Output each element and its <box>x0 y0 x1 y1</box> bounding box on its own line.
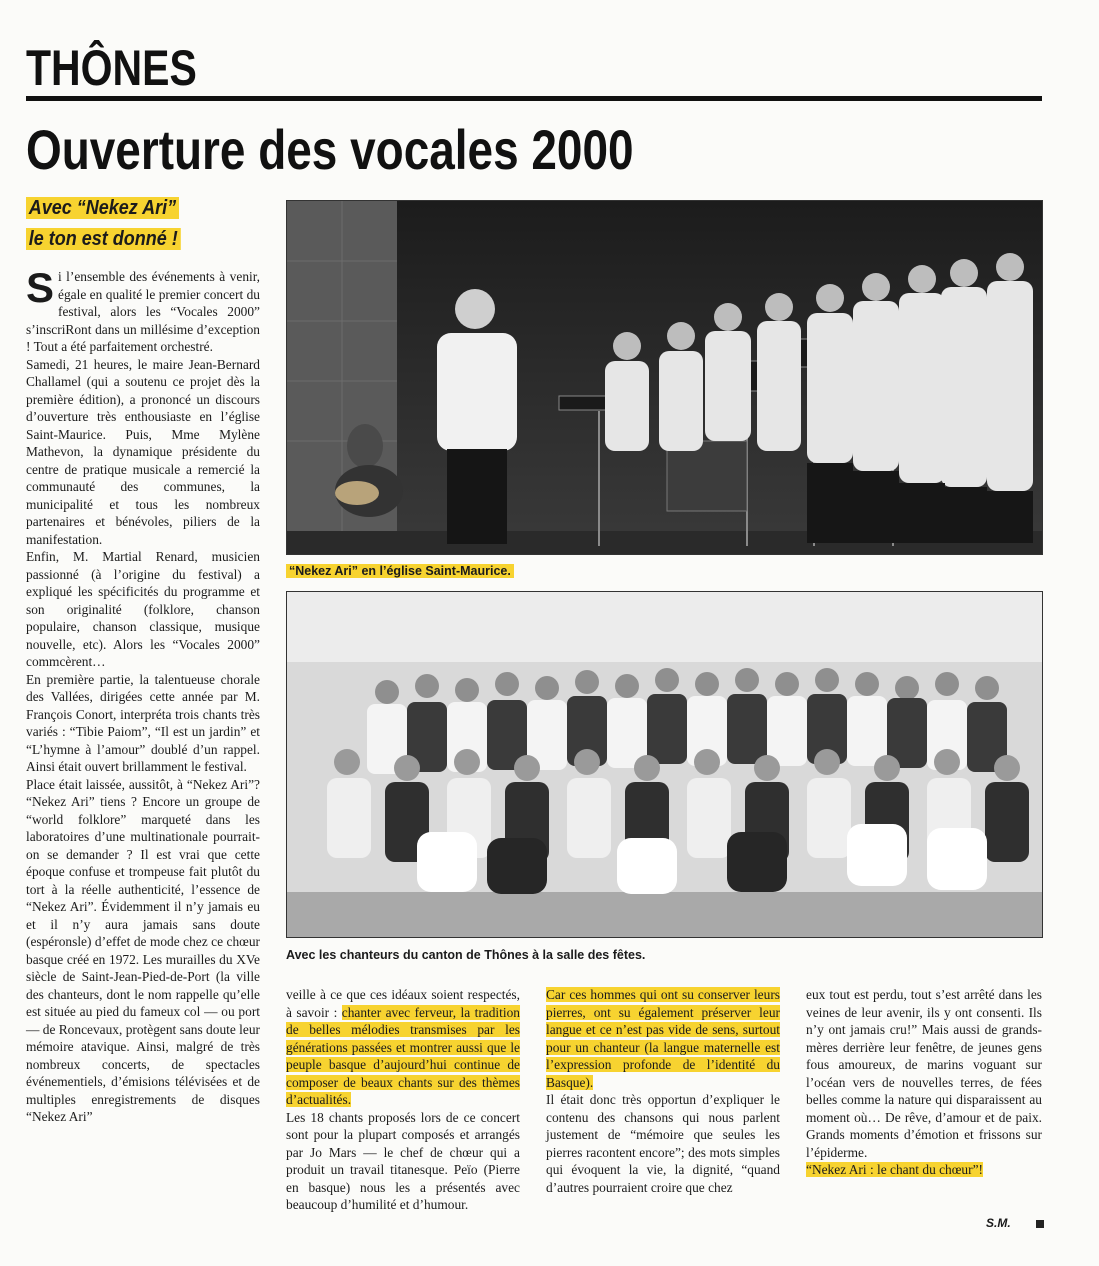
kicker-line-1: Avec “Nekez Ari” <box>26 197 179 219</box>
header-rule <box>26 96 1042 101</box>
paragraph: Samedi, 21 heures, le maire Jean-Bernard Challamel (qui a soutenu ce projet dès la première édition), a prononcé un discours d’ouverture très enthousiaste en l’église Saint-Maurice. Puis, Mme Mylène Mathevon, la dynamique présidente du centre de pratique musicale a remercié la communauté des communes, la municipalité et tous les nombreux partenaires et bénévoles, piliers de la manifestation. <box>26 356 260 547</box>
section-title: THÔNES <box>26 40 197 96</box>
kicker-line-2: le ton est donné ! <box>26 228 180 250</box>
article-column-1 <box>26 264 260 1126</box>
paragraph: Place était laissée, aussitôt, à “Nekez Ari”? “Nekez Ari” tiens ? Encore un groupe de “world folklore” marqueté dans les laboratoires d’une multinationale pourrait-on se demander ? Il est vrai que cette époque confuse et trompeuse fait plutôt du tort à la réelle authenticité, l’essence de “Nekez Ari”. Évidemment il n’y jamais eu et il n’y aura jamais sans doute (espéronsle) d’effet de mode chez ce chœur basque créé en 1972. Les murailles du XVe siècle de Saint-Jean-Pied-de-Port (la ville des chanteurs, dont le nom rappelle qu’elle est située au pied du fameux col — ou port — de Roncevaux, protègent sans doute leur mémoire atavique. Ainsi, malgré de très nombreux concerts, de spectacles événementiels, d’émisions télévisées et de multiples enregistrements de disques “Nekez Ari” <box>26 776 260 1124</box>
highlighted-text: Car ces hommes qui ont su conserver leurs pierres, ont su également préserver leur langue et ce n’est pas vide de sens, surtout pour un chanteur (la langue maternelle est l’expression profonde de l’identité du Basque). <box>546 987 780 1090</box>
paragraph <box>806 1161 1042 1179</box>
headline: Ouverture des vocales 2000 <box>26 118 634 181</box>
caption-text: “Nekez Ari” en l’église Saint-Maurice. <box>286 564 514 578</box>
highlighted-text: chanter avec ferveur, la tradition de belles mélodies transmises par les générations passées et montrer aussi que le peuple basque d’aujourd’hui continue de composer de beaux chants sur des thèmes d’actualités. <box>286 1004 520 1107</box>
paragraph: Enfin, M. Martial Renard, musicien passionné (à l’origine du festival) a expliqué les spécificités du programme et son originalité (folklore, chanson populaire, chanson classique, musique nouvelle, etc). Alors les “Vocales 2000” commcèrent… <box>26 549 260 669</box>
text-run: veille à ce que ces idéaux soient respectés, à savoir : <box>286 987 520 1020</box>
drop-cap: S <box>26 264 55 311</box>
end-mark <box>1036 1220 1044 1228</box>
highlighted-text: “Nekez Ari : le chant du chœur”! <box>806 1162 983 1177</box>
paragraph <box>286 986 520 1109</box>
paragraph: Il était donc très opportun d’expliquer le contenu des chansons qui nous parlent justement de “mémoire que seules les pierres racontent encore”; des mots simples qui évoquent la vie, la dignité, “quand d’autres pourraient croire que chez <box>546 1092 780 1195</box>
photo-group <box>286 591 1043 938</box>
paragraph: i l’ensemble des événements à venir, égale en qualité le premier concert du festival, alors les “Vocales 2000” s’inscriRont dans un millésime d’exception ! Tout a été parfaitement orchestré. <box>26 269 260 354</box>
paragraph: En première partie, la talentueuse chorale des Vallées, dirigées cette année par M. François Conort, interpréta trois chants très variés : “Tibie Paiom”, “Il est un jardin” et “L’hymne à l’amour” doublé d’un rappel. Ainsi était ouvert brillamment le festival. <box>26 671 260 774</box>
photo-caption-2: Avec les chanteurs du canton de Thônes à la salle des fêtes. <box>286 948 646 962</box>
kicker <box>26 193 215 255</box>
photo-caption-1 <box>286 563 514 579</box>
article-column-4 <box>806 986 1042 1179</box>
photo-stage <box>286 200 1043 555</box>
article-column-3 <box>546 986 780 1196</box>
paragraph <box>546 986 780 1091</box>
author-signature: S.M. <box>986 1216 1011 1230</box>
stage-photo-illustration <box>287 201 1042 554</box>
paragraph: Les 18 chants proposés lors de ce concert sont pour la plupart composés et arrangés par Jo Mars — le chef de chœur qui a produit un travail titanesque. Peïo (Pierre en basque) nous les a présentés avec beaucoup d’humilité et d’humour. <box>286 1109 520 1212</box>
group-photo-illustration <box>287 592 1042 937</box>
article-column-2 <box>286 986 520 1214</box>
paragraph: eux tout est perdu, tout s’est arrêté dans les veines de leur avenir, ils y ont consenti. Ils n’y ont jamais cru!” Mais aussi de grands-mères derrière leur fenêtre, de jeunes gens fous amoureux, de marins voguant sur l’océan vers de nouvelles terres, de fées belles comme la nature qui disparaissent au moment où… De rêve, d’amour et de paix. Grands moments d’émotion et frissons sur l’épiderme. <box>806 987 1042 1160</box>
